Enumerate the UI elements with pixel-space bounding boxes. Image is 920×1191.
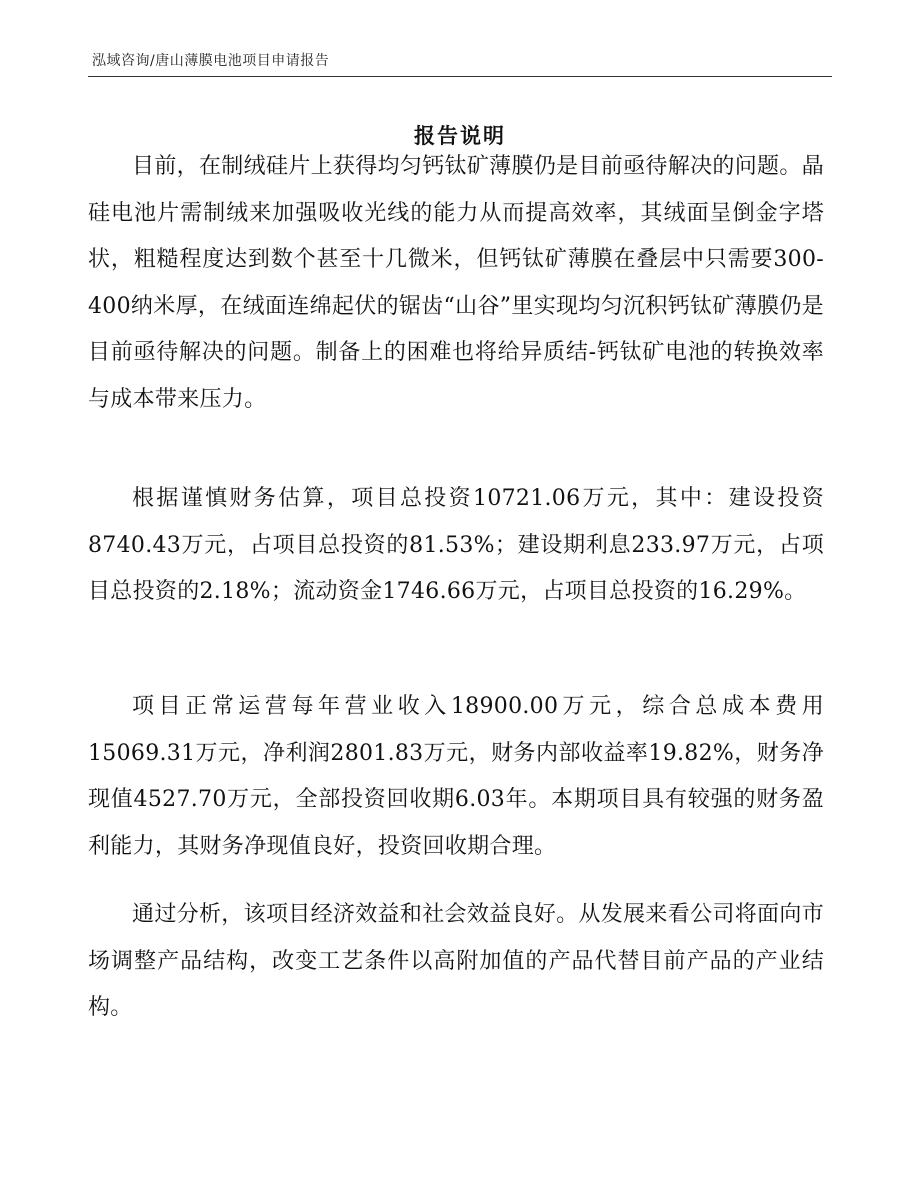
page-title: 报告说明 bbox=[414, 124, 506, 148]
paragraph-financial-returns: 项目正常运营每年营业收入18900.00万元，综合总成本费用15069.31万元，净利润2801.83万元，财务内部收益率19.82%，财务净现值4527.70万元，全部投资回收期6.03年。本期项目具有较强的财务盈利能力，其财务净现值良好，投资回收期合理。 bbox=[88, 694, 824, 859]
paragraph-technical-challenge: 目前，在制绒硅片上获得均匀钙钛矿薄膜仍是目前亟待解决的问题。晶硅电池片需制绒来加强吸收光线的能力从而提高效率，其绒面呈倒金字塔状，粗糙程度达到数个甚至十几微米，但钙钛矿薄膜在叠层中只需要300-400纳米厚，在绒面连绵起伏的锯齿“山谷”里实现均匀沉积钙钛矿薄膜仍是目前亟待解决的问题。制备上的困难也将给异质结-钙钛矿电池的转换效率与成本带来压力。 bbox=[88, 154, 824, 412]
running-header: 泓域咨询/唐山薄膜电池项目申请报告 bbox=[92, 53, 330, 69]
paragraph-investment-estimate: 根据谨慎财务估算，项目总投资10721.06万元，其中：建设投资8740.43万元，占项目总投资的81.53%；建设期利息233.97万元，占项目总投资的2.18%；流动资金1746.66万元，占项目总投资的16.29%。 bbox=[88, 486, 824, 604]
paragraph-conclusion: 通过分析，该项目经济效益和社会效益良好。从发展来看公司将面向市场调整产品结构，改变工艺条件以高附加值的产品代替目前产品的产业结构。 bbox=[88, 902, 824, 1020]
header-divider bbox=[88, 76, 832, 77]
